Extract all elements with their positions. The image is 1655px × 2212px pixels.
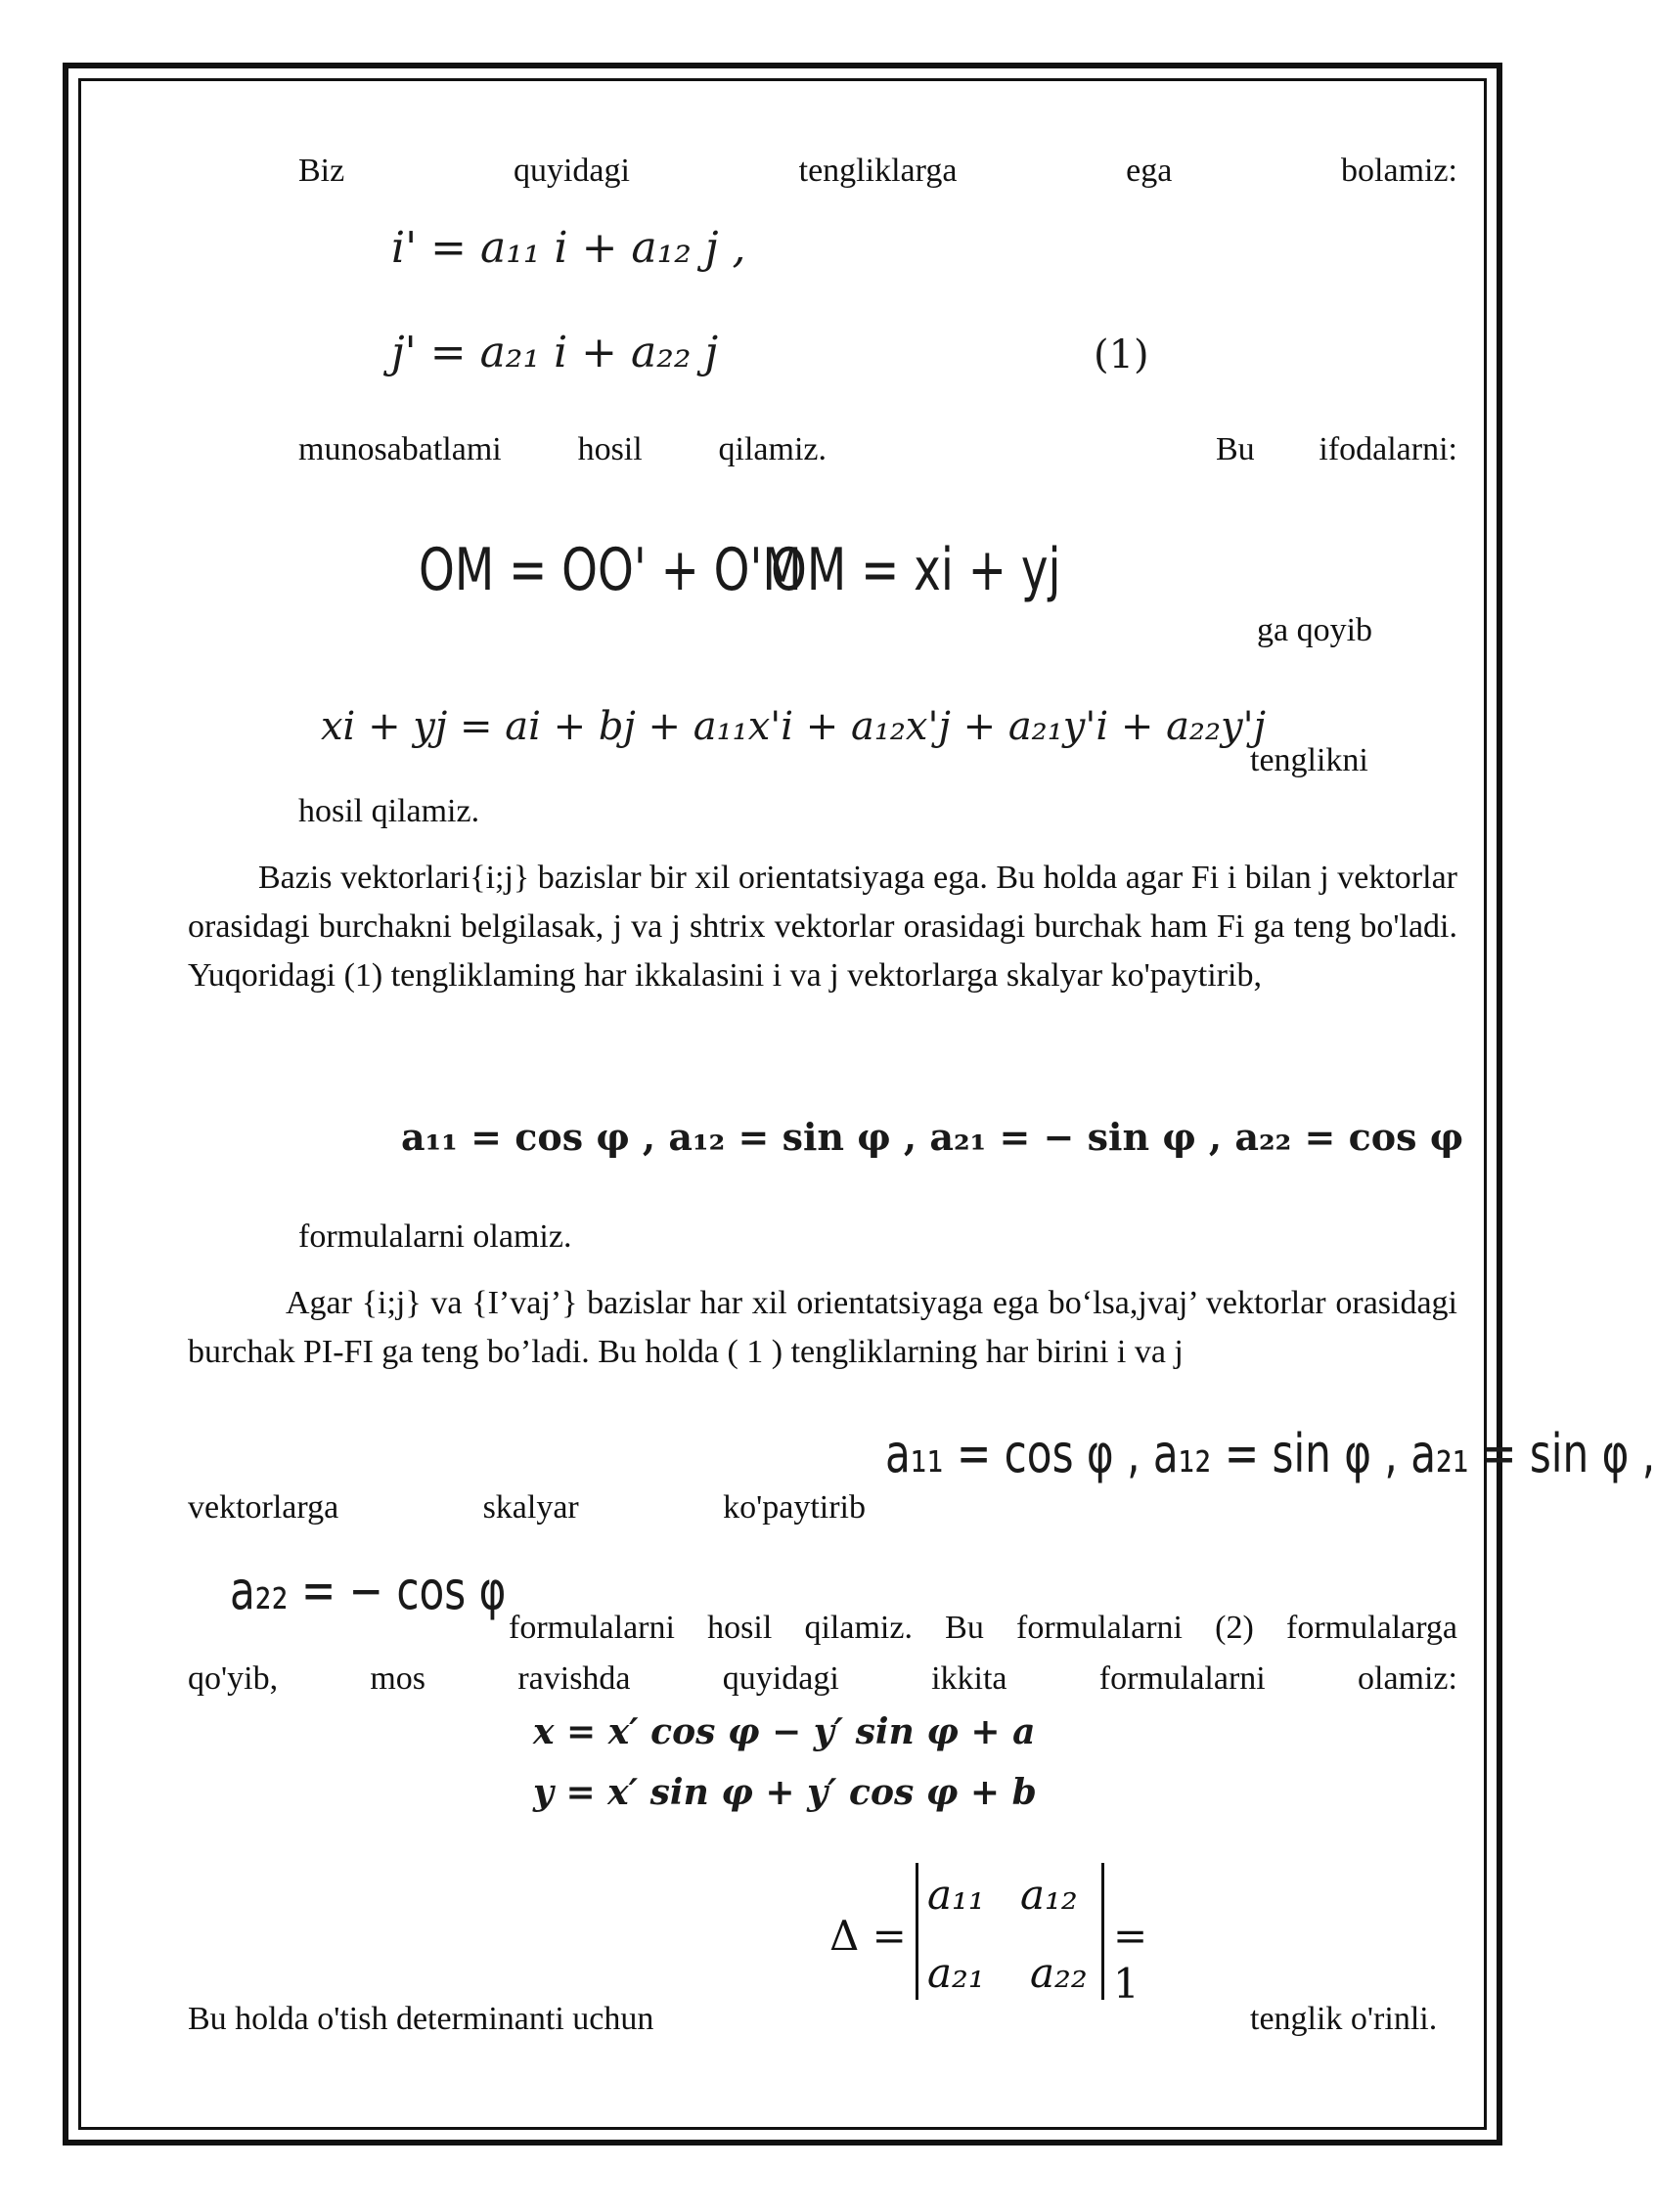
det-result: = 1 [1113, 1912, 1148, 2008]
det-a22: a₂₂ [1030, 1949, 1088, 1997]
text-formulalarni-olamiz: formulalarni olamiz. [298, 1218, 572, 1255]
paragraph-agar: Agar {i;j} va {I’vaj’} bazislar har xil orientatsiyaga ega bo‘lsa,jvaj’ vektorlar orasidagi burchak PI-FI ga teng bo’ladi. Bu holda ( 1 ) tengliklarning har birini i va j [188, 1285, 1457, 1370]
word: Biz [298, 153, 345, 189]
word: hosil [577, 431, 643, 467]
word: olamiz: [1358, 1660, 1457, 1697]
page-border-inner [78, 78, 1487, 2130]
text-tenglikni: tenglikni [1250, 742, 1368, 778]
equation-x-transform: x = x′ cos φ − y′ sin φ + a [533, 1711, 1036, 1752]
word: Bu [1216, 431, 1255, 467]
word: mos [370, 1660, 426, 1697]
equation-om-coords [771, 536, 1061, 604]
word: tengliklarga [798, 153, 958, 189]
text-hosil-qilamiz: hosil qilamiz. [298, 793, 480, 829]
word: vektorlarga [188, 1489, 339, 1526]
equation-i-prime: i' = a₁₁ i + a₁₂ j , [391, 223, 746, 273]
word: qilamiz. [718, 431, 827, 467]
om-coords: OM = xi + yj [771, 536, 1061, 604]
word: qo'yib, [188, 1660, 279, 1697]
line-munosabatlami-right [1216, 430, 1457, 469]
word: bolamiz: [1341, 153, 1457, 189]
text-ga-qoyib: ga qoyib [1257, 612, 1373, 648]
om-sum: OM = OO' + O'M [419, 536, 802, 604]
word: ravishda [517, 1660, 631, 1697]
word: munosabatlami [298, 431, 502, 467]
word: ikkita [931, 1660, 1007, 1697]
word: ifodalarni: [1319, 431, 1457, 467]
word: skalyar [482, 1489, 579, 1526]
det-a11: a₁₁ [927, 1871, 985, 1919]
delta-symbol: Δ = [829, 1912, 907, 1960]
line-formulalarni-hosil: formulalarni hosil qilamiz. Bu formulalarni (2) formulalarga [509, 1610, 1457, 1646]
determinant-right-bar [1101, 1863, 1104, 2000]
word: quyidagi [513, 153, 630, 189]
equation-coefficients-opposite: a₁₁ = cos φ , a₁₂ = sin φ , a₂₁ = sin φ , [885, 1423, 1655, 1484]
equation-number-1: (1) [1094, 332, 1149, 377]
line-vektorlarga [188, 1488, 866, 1527]
word: formulalarni [1098, 1660, 1266, 1697]
determinant-left-bar [916, 1863, 918, 2000]
paragraph-bazis: Bazis vektorlari{i;j} bazislar bir xil orientatsiyaga ega. Bu holda agar Fi i bilan j vektorlar orasidagi burchakni belgilasak, j va j shtrix vektorlar orasidagi burchak ham Fi ga teng bo'ladi. Yuqoridagi (1) tengliklaming har ikkalasini i va j vektorlarga skalyar ko'paytirib, [188, 860, 1457, 994]
equation-expansion: xi + yj = ai + bj + a₁₁x'i + a₁₂x'j + a₂₁y'i + a₂₂y'j [321, 704, 1266, 749]
word: quyidagi [722, 1660, 839, 1697]
det-a21: a₂₁ [927, 1949, 985, 1997]
equation-y-transform: y = x′ sin φ + y′ cos φ + b [533, 1772, 1037, 1813]
det-a12: a₁₂ [1020, 1871, 1078, 1919]
text-tenglik-orinli: tenglik o'rinli. [1250, 2001, 1438, 2037]
line-biz-quyidagi [298, 152, 1457, 191]
equation-j-prime: j' = a₂₁ i + a₂₂ j [391, 328, 719, 377]
word: ega [1126, 153, 1173, 189]
line-qoyib-mos [188, 1659, 1457, 1699]
determinant [829, 1863, 1182, 2010]
text-bu-holda-otish: Bu holda o'tish determinanti uchun [188, 2001, 654, 2037]
equation-coefficients-same-orientation: a₁₁ = cos φ , a₁₂ = sin φ , a₂₁ = − sin φ , a₂₂ = cos φ [401, 1115, 1464, 1159]
equation-om-vector-sum [419, 536, 802, 604]
line-munosabatlami-left [298, 430, 827, 469]
word: ko'paytirib [723, 1489, 866, 1526]
equation-a22-negative: a₂₂ = − cos φ [230, 1560, 507, 1621]
